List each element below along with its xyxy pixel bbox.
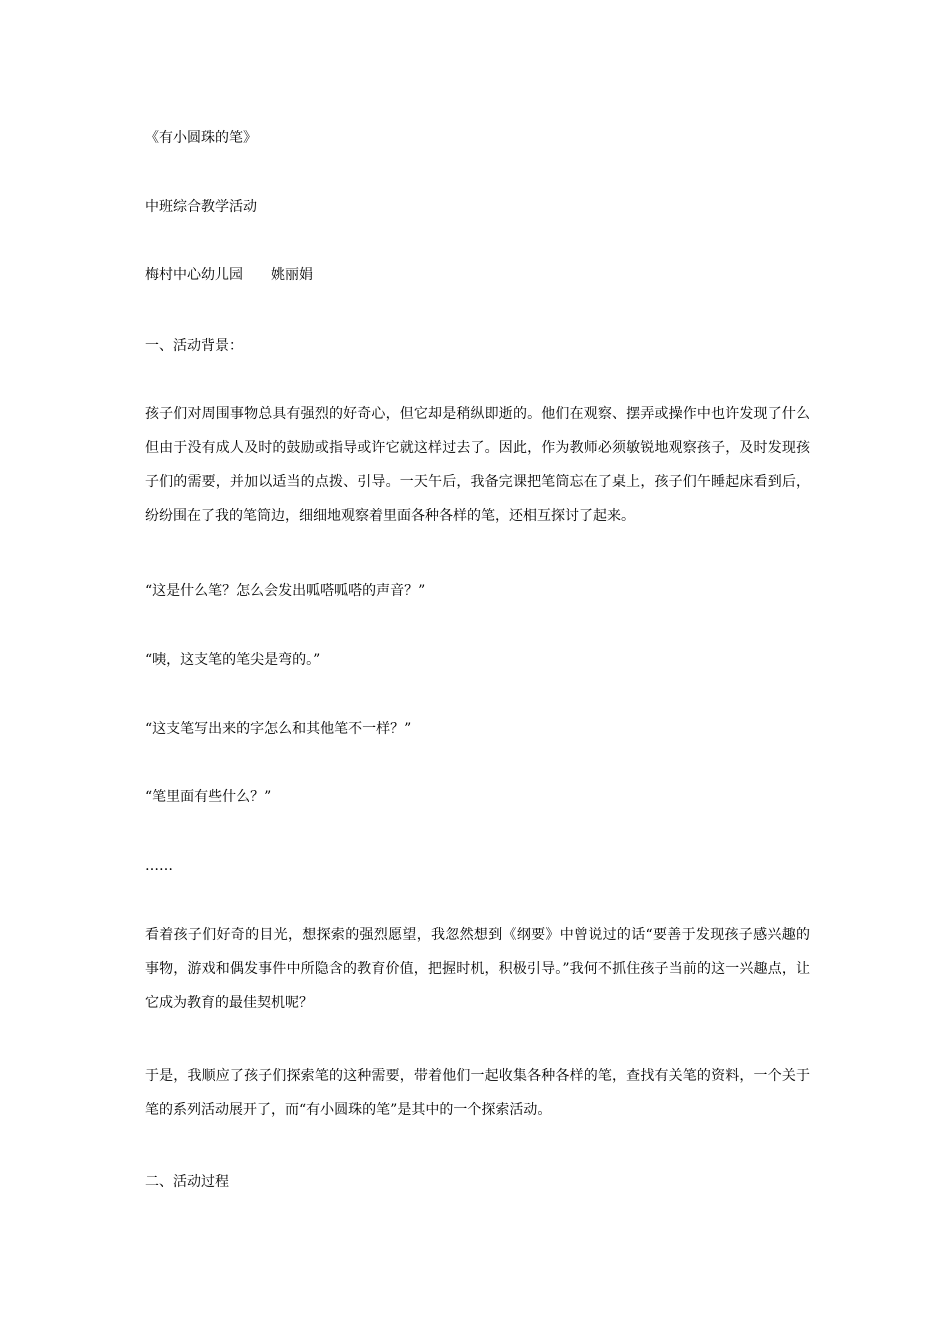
section-heading-background: 一、活动背景： bbox=[145, 338, 243, 354]
paragraph-activity-start: 于是，我顺应了孩子们探索笔的这种需要，带着他们一起收集各种各样的笔，查找有关笔的资料，一个关于笔的系列活动展开了，而“有小圆珠的笔”是其中的一个探索活动。 bbox=[145, 1068, 810, 1118]
quote-line: “咦，这支笔的笔尖是弯的。” bbox=[145, 652, 321, 668]
ellipsis: …… bbox=[145, 858, 173, 874]
document-subtitle: 中班综合教学活动 bbox=[145, 199, 257, 215]
author-line: 梅村中心幼儿园 姚丽娟 bbox=[145, 267, 313, 283]
quote-line: “笔里面有些什么？” bbox=[145, 789, 272, 805]
section-heading-process: 二、活动过程 bbox=[145, 1174, 229, 1190]
paragraph-reflection: 看着孩子们好奇的目光，想探索的强烈愿望，我忽然想到《纲要》中曾说过的话“要善于发现孩子感兴趣的事物，游戏和偶发事件中所隐含的教育价值，把握时机，积极引导。”我何不抓住孩子当前的这一兴趣点，让它成为教育的最佳契机呢？ bbox=[145, 927, 810, 1011]
document-title: 《有小圆珠的笔》 bbox=[145, 130, 257, 146]
quote-line: “这支笔写出来的字怎么和其他笔不一样？” bbox=[145, 721, 412, 737]
quote-line: “这是什么笔？怎么会发出呱嗒呱嗒的声音？” bbox=[145, 583, 426, 599]
paragraph-background: 孩子们对周围事物总具有强烈的好奇心，但它却是稍纵即逝的。他们在观察、摆弄或操作中也许发现了什么但由于没有成人及时的鼓励或指导或许它就这样过去了。因此，作为教师必须敏锐地观察孩子，及时发现孩子们的需要，并加以适当的点拨、引导。一天午后，我备完课把笔筒忘在了桌上，孩子们午睡起床看到后，纷纷围在了我的笔筒边，细细地观察着里面各种各样的笔，还相互探讨了起来。 bbox=[145, 406, 810, 524]
